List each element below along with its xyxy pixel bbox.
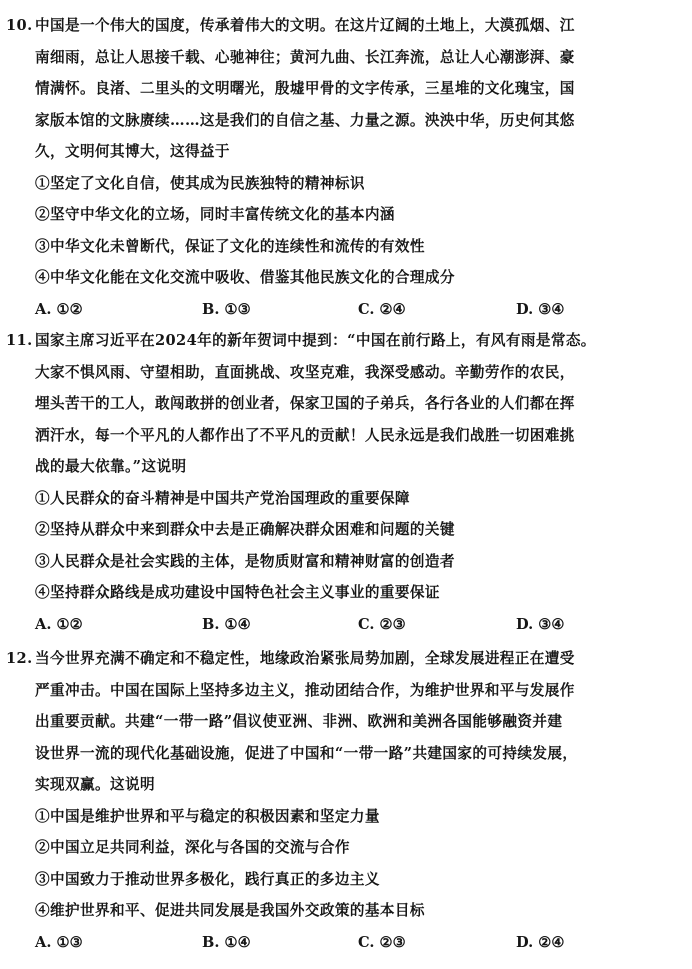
statement-option: ②坚守中华文化的立场，同时丰富传统文化的基本内涵 [35,206,395,223]
choice-b: B. ①③ [202,300,251,318]
answer-choices [6,609,688,641]
answer-choices [6,927,688,959]
choice-a: A. ①② [35,615,83,633]
question-stem-line [6,10,688,42]
question-10 [6,10,688,325]
question-stem-line: 洒汗水，每一个平凡的人都作出了不平凡的贡献！人民永远是我们战胜一切困难挑 [35,426,575,444]
question-stem-line: 实现双赢。这说明 [35,776,155,793]
statement-option: ③中国致力于推动世界多极化，践行真正的多边主义 [35,870,380,888]
statement-option: ①人民群众的奋斗精神是中国共产党治国理政的重要保障 [35,489,410,507]
question-stem-line: 出重要贡献。共建“一带一路”倡议使亚洲、非洲、欧洲和美洲各国能够融资并建 [35,713,563,730]
stem-text: 中国是一个伟大的国度，传承着伟大的文明。在这片辽阔的土地上，大漠孤烟、江 [35,17,575,34]
statement-option: ④坚持群众路线是成功建设中国特色社会主义事业的重要保证 [35,584,440,601]
choice-d: D. ②④ [516,933,565,951]
choice-b: B. ①④ [202,615,251,633]
question-stem-line: 情满怀。良渚、二里头的文明曙光，殷墟甲骨的文字传承，三星堆的文化瑰宝，国 [35,80,575,97]
question-stem-line: 严重冲击。中国在国际上坚持多边主义，推动团结合作，为维护世界和平与发展作 [35,681,575,699]
choice-a: A. ①② [35,300,83,318]
statement-option: ③人民群众是社会实践的主体，是物质财富和精神财富的创造者 [35,552,455,570]
question-stem-line [6,643,688,675]
question-stem-line: 大家不惧风雨、守望相助，直面挑战、攻坚克难，我深受感动。辛勤劳作的农民， [35,363,575,381]
question-12 [6,643,688,958]
statement-option: ②中国立足共同利益，深化与各国的交流与合作 [35,839,350,856]
choice-c: C. ②④ [358,300,406,318]
statement-option: ③中华文化未曾断代，保证了文化的连续性和流传的有效性 [35,237,425,255]
choice-d: D. ③④ [516,615,565,633]
stem-text: 国家主席习近平在2024年的新年贺词中提到：“中国在前行路上，有风有雨是常态。 [35,332,596,349]
statement-option: ④维护世界和平、促进共同发展是我国外交政策的基本目标 [35,902,425,919]
choice-d: D. ③④ [516,300,565,318]
question-number: 12. [6,650,33,667]
stem-text: 当今世界充满不确定和不稳定性，地缘政治紧张局势加剧，全球发展进程正在遭受 [35,650,575,667]
statement-option: ①中国是维护世界和平与稳定的积极因素和坚定力量 [35,807,380,825]
question-number: 11. [6,332,33,349]
question-stem-line: 埋头苦干的工人，敢闯敢拼的创业者，保家卫国的子弟兵，各行各业的人们都在挥 [35,395,575,412]
choice-c: C. ②③ [358,615,406,633]
question-number: 10. [6,17,33,34]
choice-b: B. ①④ [202,933,251,951]
answer-choices [6,294,688,326]
question-11 [6,325,688,640]
question-stem-line: 久，文明何其博大，这得益于 [35,143,230,160]
choice-a: A. ①③ [35,933,83,951]
question-stem-line [6,325,688,357]
statement-option: ④中华文化能在文化交流中吸收、借鉴其他民族文化的合理成分 [35,269,455,286]
question-stem-line: 设世界一流的现代化基础设施，促进了中国和“一带一路”共建国家的可持续发展， [35,744,578,762]
choice-c: C. ②③ [358,933,406,951]
question-stem-line: 家版本馆的文脉赓续……这是我们的自信之基、力量之源。泱泱中华，历史何其悠 [35,111,575,129]
statement-option: ①坚定了文化自信，使其成为民族独特的精神标识 [35,174,365,192]
statement-option: ②坚持从群众中来到群众中去是正确解决群众困难和问题的关键 [35,521,455,538]
question-stem-line: 南细雨，总让人思接千载、心驰神往；黄河九曲、长江奔流，总让人心潮澎湃、豪 [35,48,575,66]
question-stem-line: 战的最大依靠。”这说明 [35,458,187,475]
